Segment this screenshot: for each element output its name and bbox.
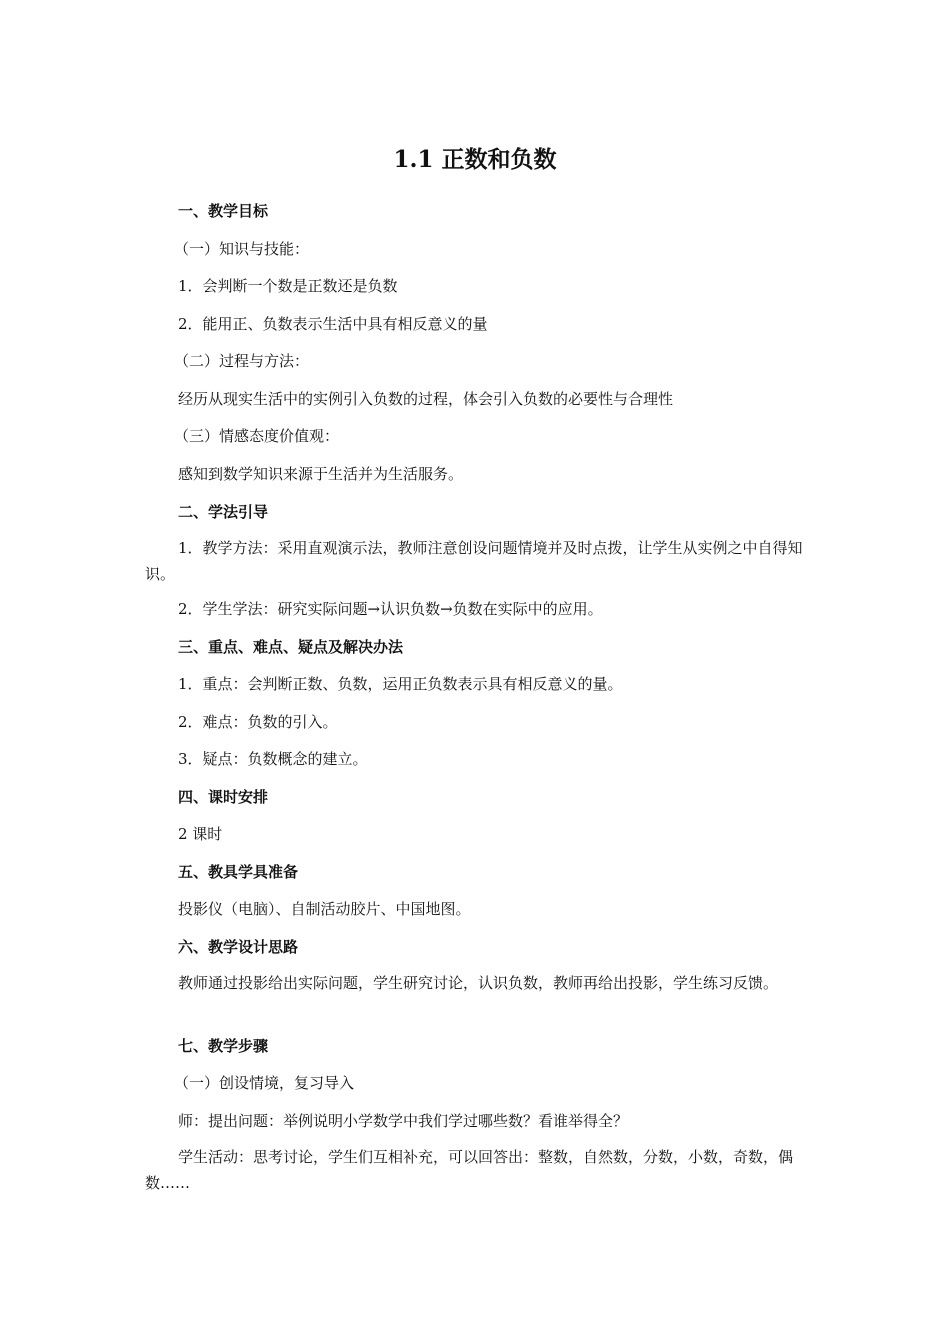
subheading-attitude: （三）情感态度价值观：	[174, 427, 340, 445]
subheading-knowledge: （一）知识与技能：	[174, 240, 310, 258]
tools-text: 投影仪（电脑）、自制活动胶片、中国地图。	[178, 900, 471, 918]
subheading-scenario: （一）创设情境，复习导入	[174, 1074, 355, 1092]
section-heading-tools: 五、教具学具准备	[178, 863, 299, 881]
section-heading-schedule: 四、课时安排	[178, 788, 269, 806]
teacher-question: 师：提出问题：举例说明小学数学中我们学过哪些数？看谁举得全？	[178, 1112, 629, 1130]
subheading-process: （二）过程与方法：	[174, 352, 310, 370]
method-item-2: 2．学生学法：研究实际问题→认识负数→负数在实际中的应用。	[178, 600, 603, 618]
section-heading-methods: 二、学法引导	[178, 503, 269, 521]
section-heading-objectives: 一、教学目标	[178, 202, 269, 220]
keypoint-item-1: 1．重点：会判断正数、负数，运用正负数表示具有相反意义的量。	[178, 675, 623, 693]
process-text: 经历从现实生活中的实例引入负数的过程，体会引入负数的必要性与合理性	[178, 390, 674, 408]
section-heading-keypoints: 三、重点、难点、疑点及解决办法	[178, 638, 404, 656]
objective-item-1: 1．会判断一个数是正数还是负数	[178, 277, 398, 295]
section-heading-steps: 七、教学步骤	[178, 1037, 269, 1055]
student-activity: 学生活动：思考讨论，学生们互相补充，可以回答出：整数，自然数，分数，小数，奇数，偶数……	[145, 1148, 794, 1192]
design-text: 教师通过投影给出实际问题，学生研究讨论，认识负数，教师再给出投影，学生练习反馈。	[178, 974, 779, 992]
keypoint-item-3: 3．疑点：负数概念的建立。	[178, 750, 368, 768]
objective-item-2: 2．能用正、负数表示生活中具有相反意义的量	[178, 315, 488, 333]
attitude-text: 感知到数学知识来源于生活并为生活服务。	[178, 465, 464, 483]
keypoint-item-2: 2．难点：负数的引入。	[178, 713, 338, 731]
schedule-text: 2 课时	[178, 825, 223, 843]
method-item-1: 1．教学方法：采用直观演示法，教师注意创设问题情境并及时点拨，让学生从实例之中自得知识。	[145, 539, 803, 583]
document-title: 1.1 正数和负数	[393, 146, 557, 173]
section-heading-design: 六、教学设计思路	[178, 938, 299, 956]
